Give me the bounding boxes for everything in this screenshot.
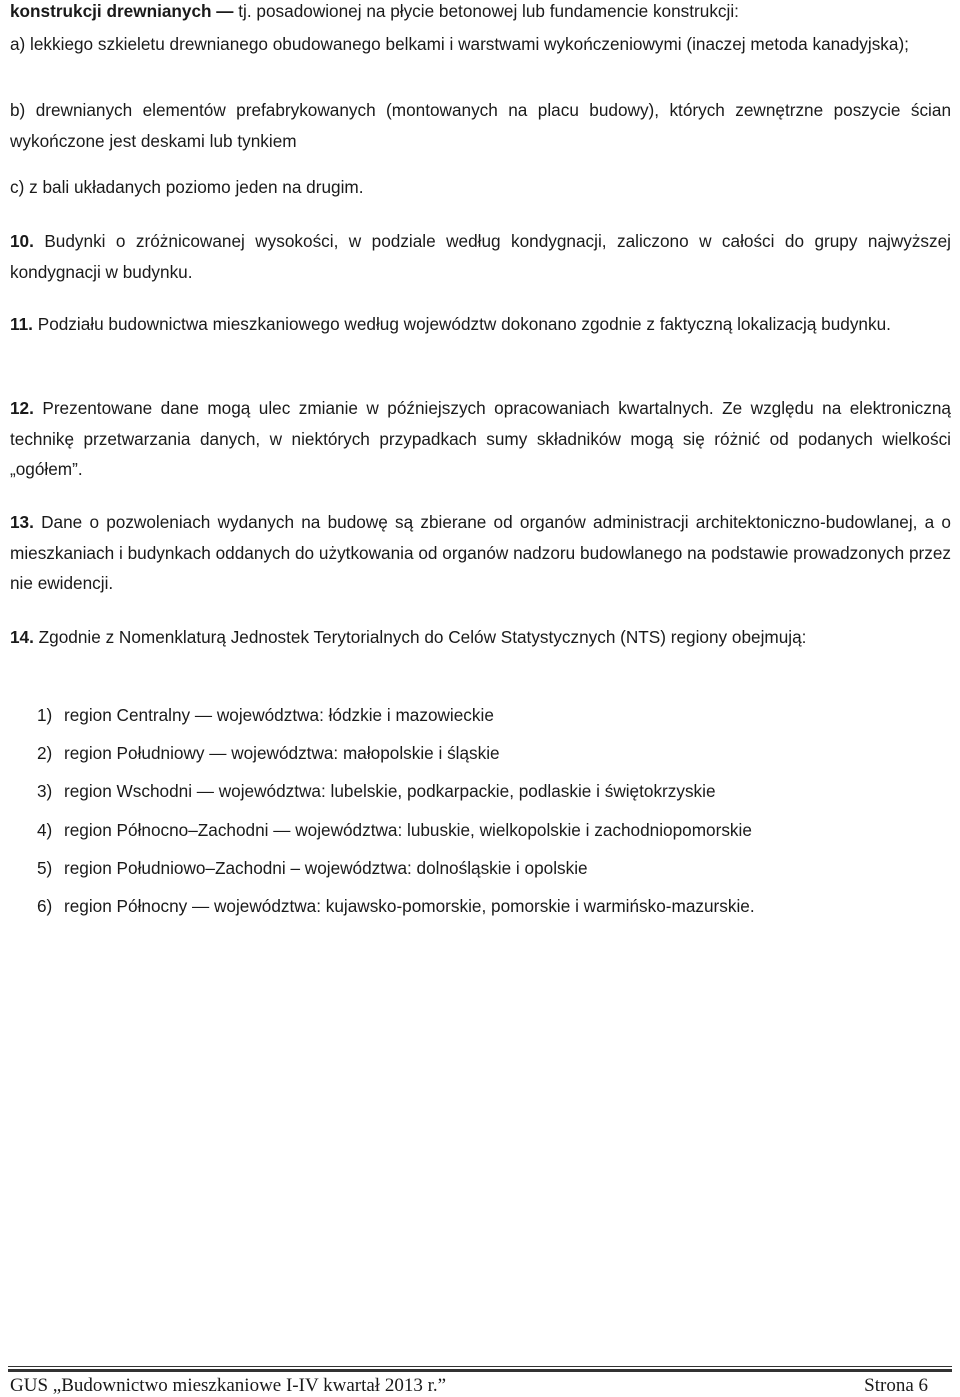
list-item-text: region Północny — województwa: kujawsko-pomorskie, pomorskie i warmińsko-mazurskie. xyxy=(64,895,755,916)
paragraph-12-text: Prezentowane dane mogą ulec zmianie w późniejszych opracowaniach kwartalnych. Ze względu na elektroniczną technikę przetwarzania danych, w niektórych przypadkach sumy składników mogą się różnić od podanych wielkości „ogółem”. xyxy=(10,398,951,479)
list-item-number: 5) xyxy=(37,857,53,878)
paragraph-11 xyxy=(10,309,951,340)
list-item-number: 2) xyxy=(37,743,53,764)
footer-page-number: Strona 6 xyxy=(864,1375,928,1396)
list-item-number: 6) xyxy=(37,895,53,916)
list-item-number: 3) xyxy=(37,781,53,802)
list-item-text: region Południowy — województwa: małopolskie i śląskie xyxy=(64,743,500,764)
paragraph-b: b) drewnianych elementów prefabrykowanych (montowanych na placu budowy), których zewnętrzne poszycie ścian wykończone jest deskami lub tynkiem xyxy=(10,100,951,151)
list-item xyxy=(37,700,755,738)
list-item xyxy=(37,891,755,929)
paragraph-10-number: 10. xyxy=(10,231,34,251)
paragraph-13-number: 13. xyxy=(10,512,34,532)
paragraph-intro-text: tj. posadowionej na płycie betonowej lub fundamencie konstrukcji: xyxy=(238,1,739,21)
paragraph-11-number: 11. xyxy=(10,314,33,334)
footer-divider-thick xyxy=(8,1369,952,1372)
paragraph-a: a) lekkiego szkieletu drewnianego obudowanego belkami i warstwami wykończeniowymi (inaczej metoda kanadyjska); xyxy=(10,34,909,54)
paragraph-intro xyxy=(10,0,951,27)
list-item-text: region Wschodni — województwa: lubelskie, podkarpackie, podlaskie i świętokrzyskie xyxy=(64,781,716,802)
paragraph-13-text: Dane o pozwoleniach wydanych na budowę są zbierane od organów administracji architektoniczno-budowlanej, a o mieszkaniach i budynkach oddanych do użytkowania od organów nadzoru budowlanego na podstawie prowadzonych przez nie ewidencji. xyxy=(10,512,951,593)
regions-list xyxy=(37,700,755,929)
footer-divider xyxy=(8,1366,952,1367)
paragraph-14 xyxy=(10,622,951,653)
paragraph-c: c) z bali układanych poziomo jeden na drugim. xyxy=(10,177,364,197)
paragraph-14-text: Zgodnie z Nomenklaturą Jednostek Terytorialnych do Celów Statystycznych (NTS) regiony obejmują: xyxy=(33,627,807,647)
list-item-number: 1) xyxy=(37,705,53,725)
list-item xyxy=(37,738,755,776)
footer-publication: GUS „Budownictwo mieszkaniowe I-IV kwartał 2013 r.” xyxy=(10,1375,447,1396)
list-item xyxy=(37,853,755,891)
list-item xyxy=(37,815,755,853)
paragraph-12-number: 12. xyxy=(10,398,34,418)
list-item xyxy=(37,776,755,814)
list-item-text: region Centralny — województwa: łódzkie i mazowieckie xyxy=(64,705,494,725)
paragraph-14-number: 14. xyxy=(10,627,34,647)
paragraph-12 xyxy=(10,393,951,485)
paragraph-13 xyxy=(10,507,951,599)
paragraph-10-text: Budynki o zróżnicowanej wysokości, w podziale według kondygnacji, zaliczono w całości do grupy najwyższej kondygnacji w budynku. xyxy=(10,231,951,282)
list-item-text: region Północno–Zachodni — województwa: lubuskie, wielkopolskie i zachodniopomorskie xyxy=(64,819,752,840)
list-item-number: 4) xyxy=(37,819,53,840)
paragraph-intro-bold: konstrukcji drewnianych — xyxy=(10,1,239,21)
page-footer xyxy=(10,1375,928,1397)
paragraph-11-text: Podziału budownictwa mieszkaniowego według województw dokonano zgodnie z faktyczną lokalizacją budynku. xyxy=(32,314,891,334)
list-item-text: region Południowo–Zachodni – województwa: dolnośląskie i opolskie xyxy=(64,857,588,878)
paragraph-10 xyxy=(10,226,951,287)
